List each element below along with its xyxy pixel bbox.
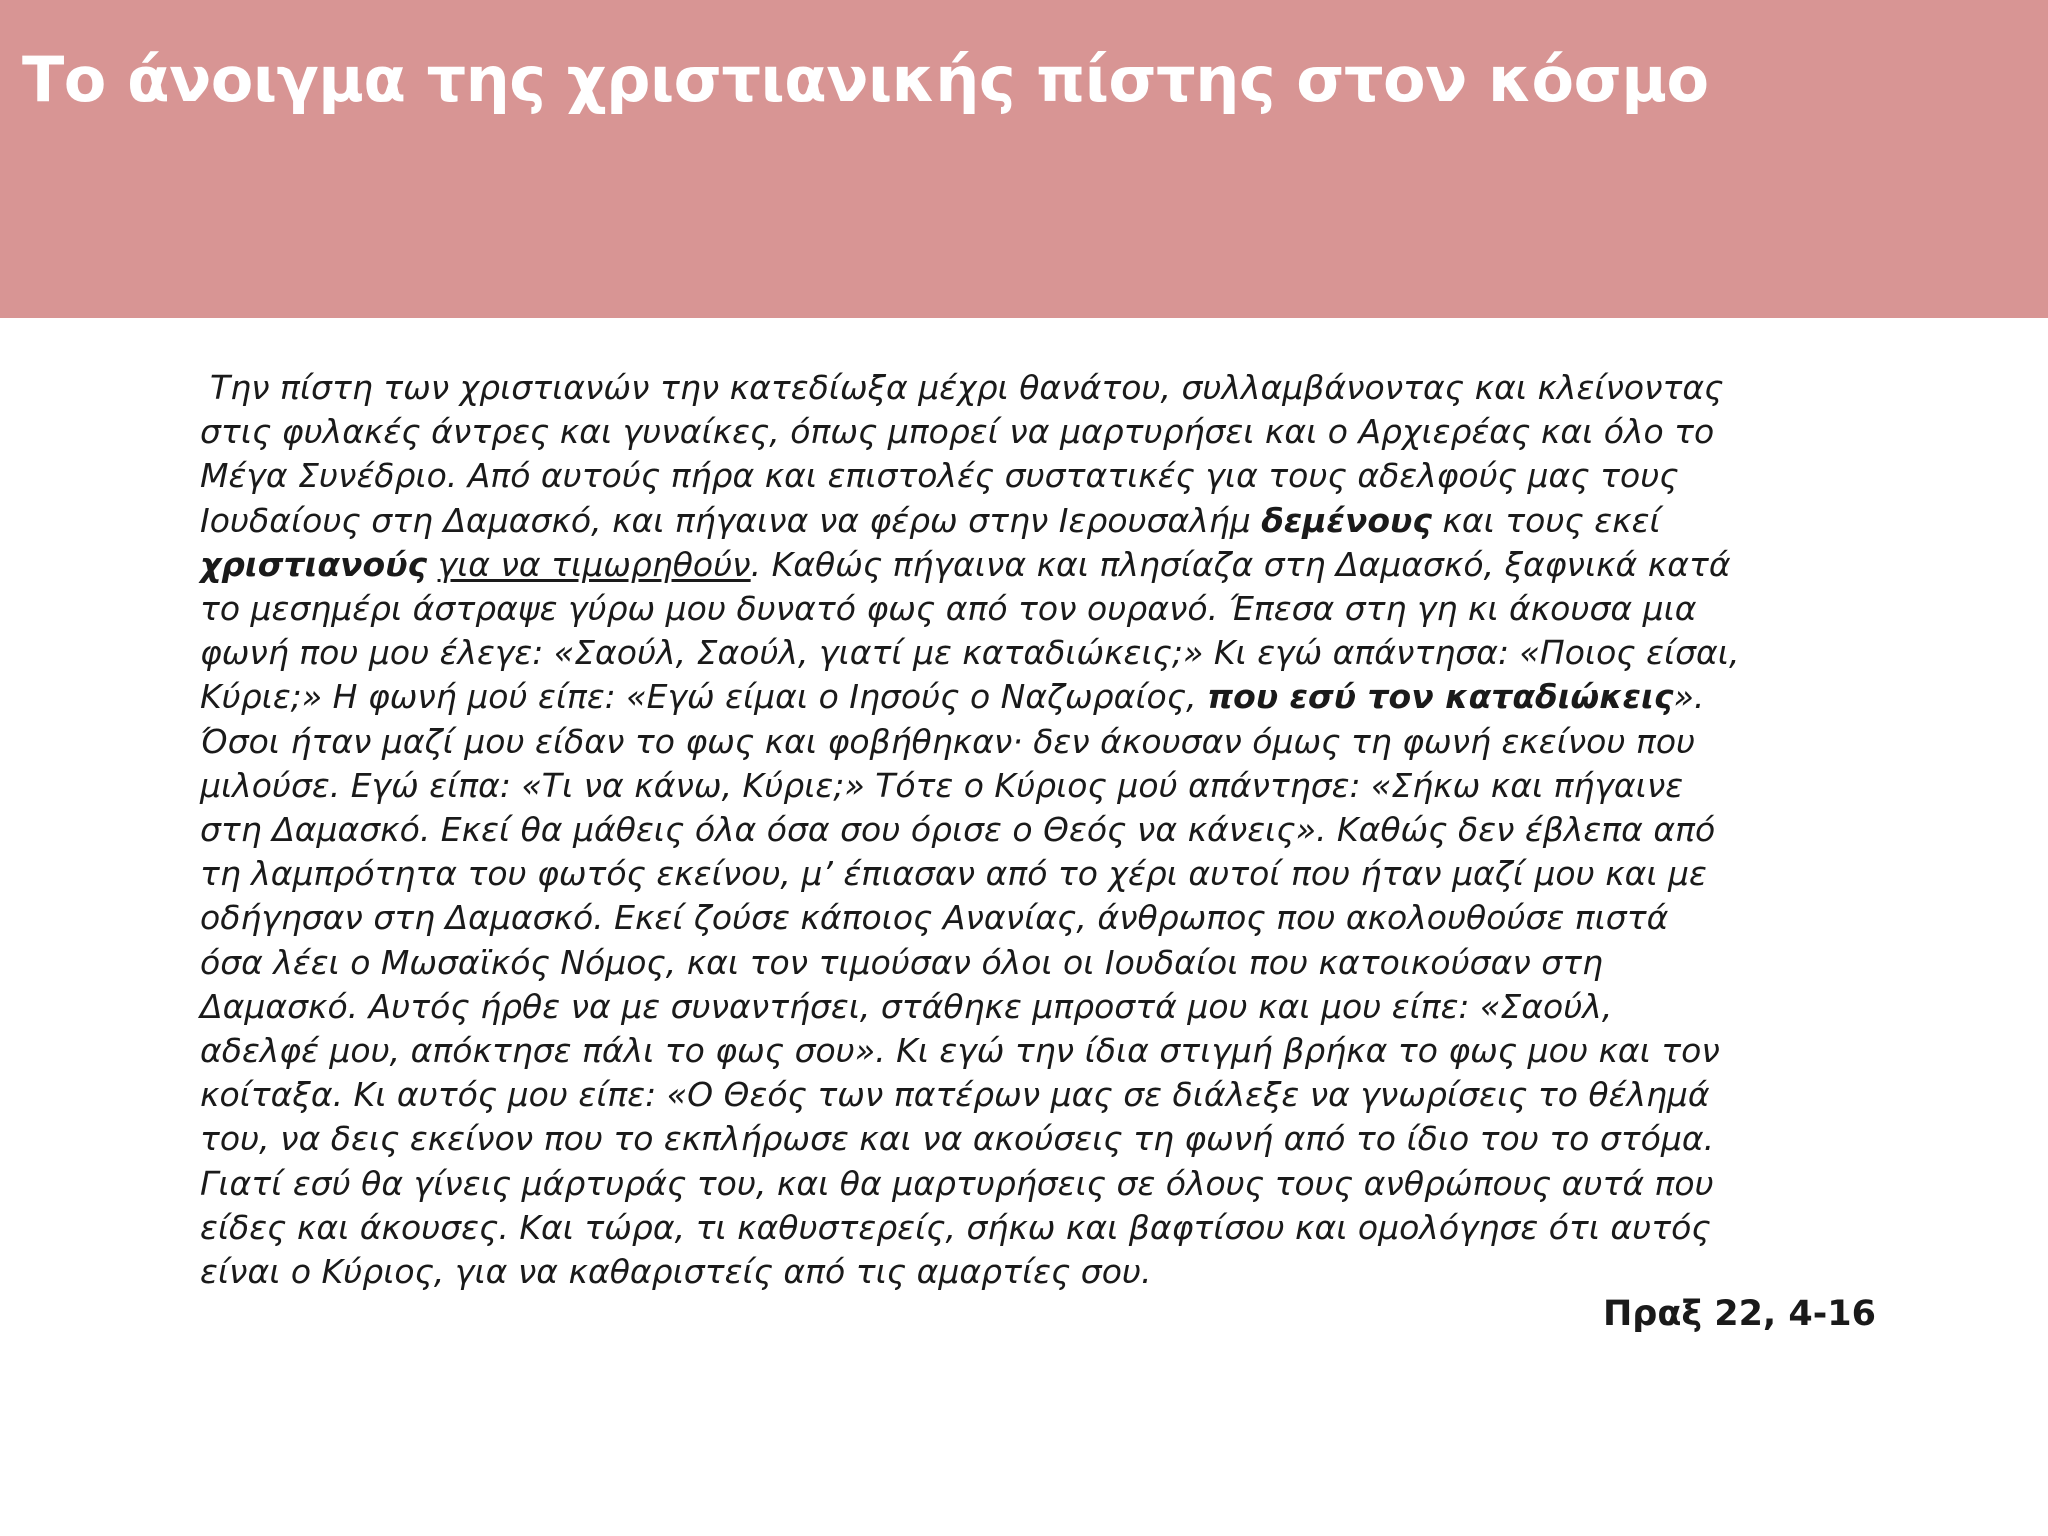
passage-line: στις φυλακές άντρες και γυναίκες, όπως μπορεί να μαρτυρήσει και ο Αρχιερέας και όλο το: [200, 412, 1715, 452]
passage-line: [200, 543, 1920, 587]
passage-text-run: . Καθώς πήγαινα και πλησίαζα στη Δαμασκό, ξαφνικά κατά: [750, 544, 1731, 584]
bold-emphasis: δεμένους: [1261, 500, 1432, 540]
passage-text-run: [427, 545, 438, 584]
passage-line: το μεσημέρι άστραψε γύρω μου δυνατό φως από τον ουρανό. Έπεσα στη γη κι άκουσα μια: [200, 589, 1697, 629]
title-bar: [0, 0, 2048, 318]
passage-line: κοίταξα. Κι αυτός μου είπε: «Ο Θεός των πατέρων μας σε διάλεξε να γνωρίσεις το θέλημά: [200, 1075, 1710, 1115]
passage-line: [200, 675, 1920, 719]
passage-line: μιλούσε. Εγώ είπα: «Τι να κάνω, Κύριε;» Τότε ο Κύριος μού απάντησε: «Σήκω και πήγαινε: [200, 765, 1684, 805]
bold-emphasis: χριστιανούς: [200, 544, 428, 584]
passage-text-run: ».: [1673, 677, 1705, 717]
passage-line: αδελφέ μου, απόκτησε πάλι το φως σου». Κι εγώ την ίδια στιγμή βρήκα το φως μου και τον: [200, 1031, 1720, 1071]
passage-line: Μέγα Συνέδριο. Από αυτούς πήρα και επιστολές συστατικές για τους αδελφούς μας τους: [200, 456, 1679, 496]
passage-line: είναι ο Κύριος, για να καθαριστείς από τις αμαρτίες σου.: [200, 1252, 1152, 1292]
slide-title: Το άνοιγμα της χριστιανικής πίστης στον κόσμο: [22, 43, 1709, 116]
passage-text-run: και τους εκεί: [1431, 500, 1661, 540]
passage-line: στη Δαμασκό. Εκεί θα μάθεις όλα όσα σου όρισε ο Θεός να κάνεις». Καθώς δεν έβλεπα από: [200, 810, 1716, 850]
passage-line: οδήγησαν στη Δαμασκό. Εκεί ζούσε κάποιος Ανανίας, άνθρωπος που ακολουθούσε πιστά: [200, 898, 1669, 938]
underlined-emphasis: για να τιμωρηθούν: [437, 544, 751, 584]
passage-line: Όσοι ήταν μαζί μου είδαν το φως και φοβήθηκαν· δεν άκουσαν όμως τη φωνή εκείνου που: [200, 721, 1696, 761]
bold-emphasis: που εσύ τον καταδιώκεις: [1207, 677, 1674, 717]
scripture-citation: Πραξ 22, 4-16: [1602, 1294, 1876, 1334]
passage-line: του, να δεις εκείνον που το εκπλήρωσε και να ακούσεις τη φωνή από το ίδιο του το στόμα.: [200, 1119, 1715, 1159]
passage-text-run: Κύριε;» Η φωνή μού είπε: «Εγώ είμαι ο Ιησούς ο Ναζωραίος,: [200, 677, 1208, 717]
passage-line: είδες και άκουσες. Και τώρα, τι καθυστερείς, σήκω και βαφτίσου και ομολόγησε ότι αυτός: [200, 1207, 1711, 1247]
passage-line: [200, 499, 1920, 543]
passage-line: Την πίστη των χριστιανών την κατεδίωξα μέχρι θανάτου, συλλαμβάνοντας και κλείνοντας: [210, 368, 1724, 407]
passage-line: τη λαμπρότητα του φωτός εκείνου, μ’ έπιασαν από το χέρι αυτοί που ήταν μαζί μου και με: [200, 854, 1707, 894]
passage-line: Δαμασκό. Αυτός ήρθε να με συναντήσει, στάθηκε μπροστά μου και μου είπε: «Σαούλ,: [200, 986, 1613, 1026]
passage-line: Γιατί εσύ θα γίνεις μάρτυράς του, και θα μαρτυρήσεις σε όλους τους ανθρώπους αυτά που: [200, 1163, 1714, 1203]
passage-line: όσα λέει ο Μωσαϊκός Νόμος, και τον τιμούσαν όλοι οι Ιουδαίοι που κατοικούσαν στη: [200, 942, 1603, 982]
passage-text: [200, 366, 1920, 1294]
passage-line: φωνή που μου έλεγε: «Σαούλ, Σαούλ, γιατί με καταδιώκεις;» Κι εγώ απάντησα: «Ποιος είσαι,: [200, 633, 1740, 673]
passage-text-run: Ιουδαίους στη Δαμασκό, και πήγαινα να φέρω στην Ιερουσαλήμ: [200, 500, 1262, 540]
